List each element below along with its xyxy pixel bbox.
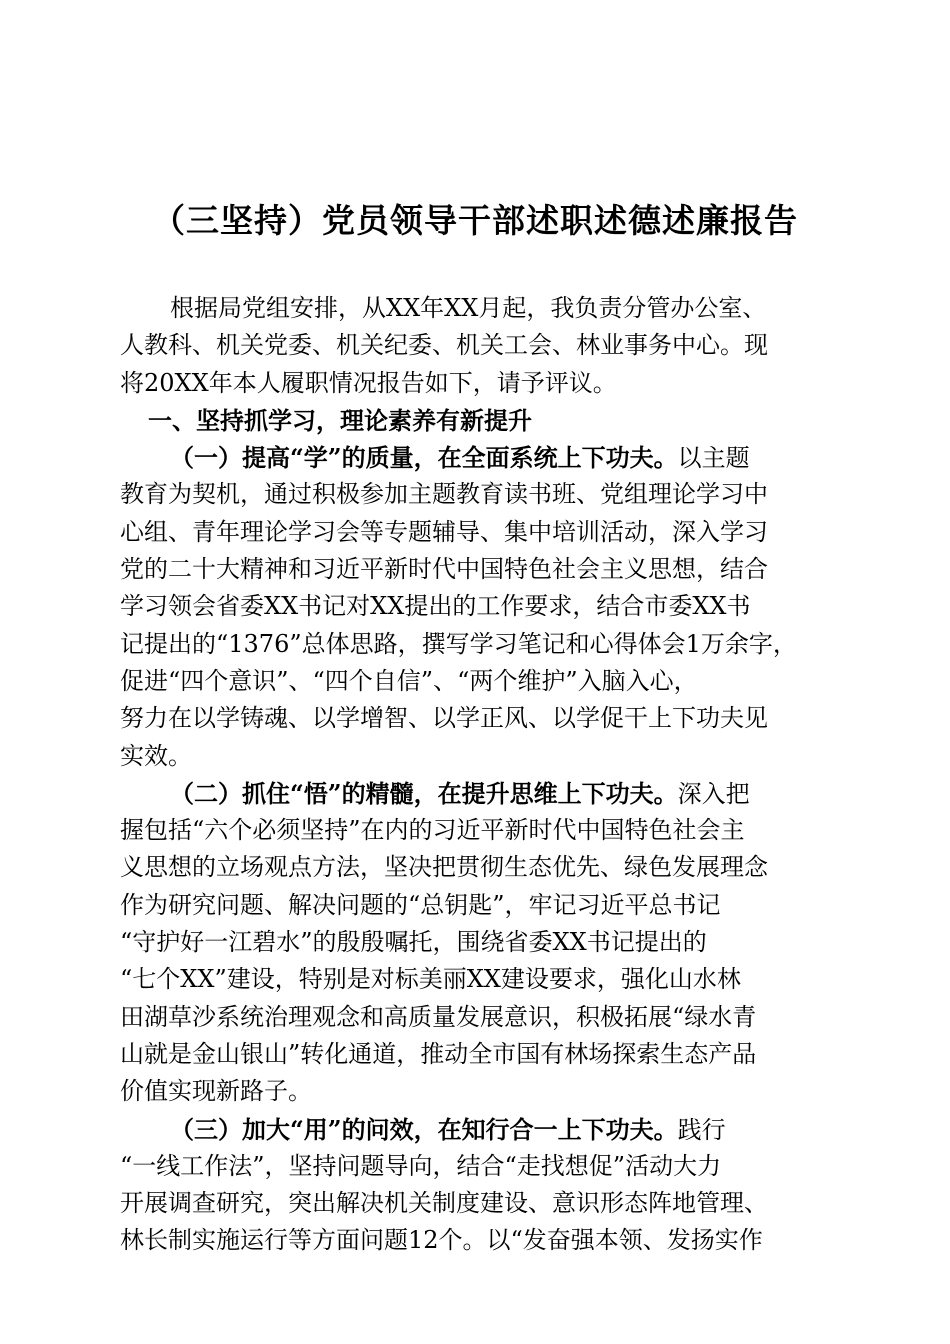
subsection-heading-2: （二）抓住“悟”的精髓，在提升思维上下功夫。 [170,778,678,808]
subsection-line [120,1111,830,1148]
paragraph-text: 践行 [677,1115,726,1144]
paragraph-line: 心组、青年理论学习会等专题辅导、集中培训活动，深入学习 [120,517,768,546]
paragraph-line: 林长制实施运行等方面问题12个。以“发奋强本领、发扬实作 [120,1226,763,1255]
paragraph-line: 田湖草沙系统治理观念和高质量发展意识，积极拓展“绿水青 [120,1002,757,1031]
paragraph-line: 记提出的“1376”总体思路，撰写学习笔记和心得体会1万余字， [120,629,797,658]
paragraph-line: 党的二十大精神和习近平新时代中国特色社会主义思想，结合 [120,555,768,584]
paragraph-line: 学习领会省委XX书记对XX提出的工作要求，结合市委XX书 [120,592,751,621]
paragraph-line: “一线工作法”，坚持问题导向，结合“走找想促”活动大力 [120,1151,722,1180]
paragraph-line: 努力在以学铸魂、以学增智、以学正风、以学促干上下功夫见 [120,704,768,733]
paragraph-line: 开展调查研究，突出解决机关制度建设、意识形态阵地管理、 [120,1189,768,1218]
paragraph-line: 义思想的立场观点方法，坚决把贯彻生态优先、绿色发展理念 [120,853,768,882]
paragraph-line: 作为研究问题、解决问题的“总钥匙”，牢记习近平总书记 [120,890,721,919]
paragraph-text: 以主题 [677,444,750,473]
paragraph-line: 握包括“六个必须坚持”在内的习近平新时代中国特色社会主 [120,816,745,845]
paragraph-line: 人教科、机关党委、机关纪委、机关工会、林业事务中心。现 [120,331,768,360]
paragraph-line: 促进“四个意识”、“四个自信”、“两个维护”入脑入心， [120,666,698,695]
paragraph-line: 实效。 [120,741,192,770]
paragraph-text: 深入把 [677,779,750,808]
paragraph-line: “七个XX”建设，特别是对标美丽XX建设要求，强化山水林 [120,965,741,994]
paragraph-line: 价值实现新路子。 [120,1077,312,1106]
paragraph-line: “守护好一江碧水”的殷殷嘱托，围绕省委XX书记提出的 [120,928,707,957]
paragraph-line: 根据局党组安排，从XX年XX月起，我负责分管办公室、 [170,294,767,322]
paragraph-line: 将20XX年本人履职情况报告如下，请予评议。 [120,368,617,397]
subsection-heading-1: （一）提高“学”的质量，在全面系统上下功夫。 [170,443,678,473]
section-heading-1: 一、坚持抓学习，理论素养有新提升 [148,405,532,435]
subsection-line [120,439,830,476]
document-body [120,290,830,1260]
paragraph-line: 山就是金山银山”转化通道，推动全市国有林场探索生态产品 [120,1039,757,1068]
subsection-heading-3: （三）加大“用”的问效，在知行合一上下功夫。 [170,1114,678,1144]
subsection-line [120,775,830,812]
paragraph-line: 教育为契机，通过积极参加主题教育读书班、党组理论学习中 [120,480,768,509]
document-title: （三坚持）党员领导干部述职述德述廉报告 [152,201,798,240]
